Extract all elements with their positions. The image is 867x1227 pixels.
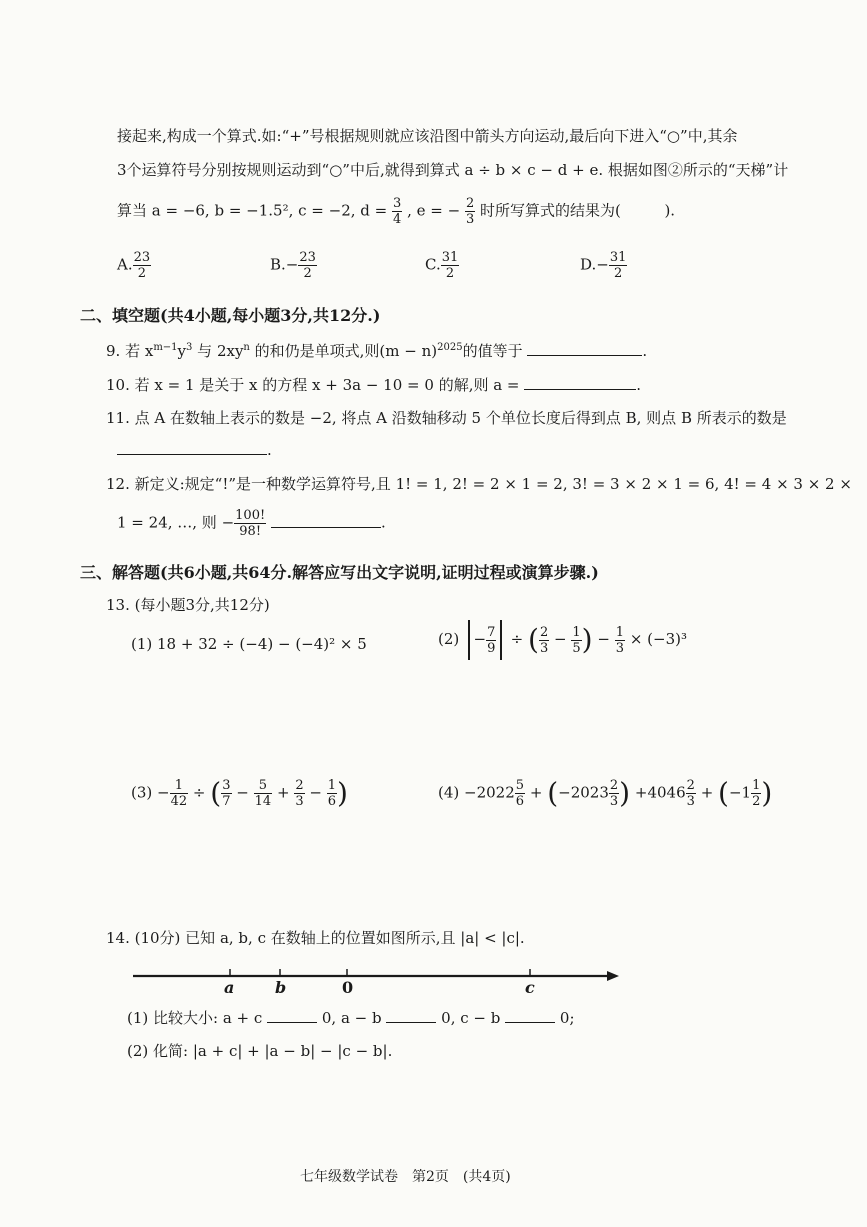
- answer-blank-12[interactable]: [271, 513, 381, 528]
- problem-13-4: (4) −2022 $\frac{5}{6}$ + (−2023 $\frac{2}{3}$ ) +4046 $\frac{2}{3}$ + (−1 $\frac{1}{2}$ ): [438, 776, 773, 810]
- number-line-label-a: a: [224, 978, 235, 997]
- number-line-label-b: b: [275, 978, 287, 997]
- problem-13-1: (1) 18 + 32 ÷ (−4) − (−4)² × 5: [131, 635, 367, 653]
- question-10: 10. 若 x = 1 是关于 x 的方程 x + 3a − 10 = 0 的解,则 a = .: [106, 376, 642, 394]
- question-13: 13. (每小题3分,共12分): [106, 596, 270, 614]
- fraction-e: $\frac{2}{3}$: [465, 196, 475, 227]
- question-11: 11. 点 A 在数轴上表示的数是 −2, 将点 A 沿数轴移动 5 个单位长度后得到点 B, 则点 B 所表示的数是: [106, 409, 787, 427]
- section-2-heading: 二、填空题(共4小题,每小题3分,共12分.): [80, 306, 381, 325]
- arrow-head-icon: [607, 971, 619, 981]
- choice-b[interactable]: B.− $\frac{23}{2}$: [270, 250, 316, 281]
- question-12-line1: 12. 新定义:规定“!”是一种数学运算符号,且 1! = 1, 2! = 2 × 1 = 2, 3! = 3 × 2 × 1 = 6, 4! = 4 × 3 × 2 ×: [106, 475, 852, 493]
- answer-blank-11[interactable]: [117, 440, 267, 455]
- intro-line-3-text-d: ).: [664, 201, 676, 220]
- question-14: 14. (10分) 已知 a, b, c 在数轴上的位置如图所示,且 |a| < |c|.: [106, 929, 525, 947]
- choice-a[interactable]: A. $\frac{23}{2}$: [117, 250, 151, 281]
- question-9: 9. 若 $x^{m-1}y^3$ 与 $2xy^n$ 的和仍是单项式,则$(m - n)^{2025}$的值等于 .: [106, 342, 648, 360]
- choice-d[interactable]: D.− $\frac{31}{2}$: [580, 250, 627, 281]
- problem-13-2: (2) − $\frac{7}{9}$ ÷ ( $\frac{2}{3}$ − $\frac{1}{5}$ ) − $\frac{1}{3}$ × (−3)³: [438, 620, 687, 660]
- intro-line-3-text-b: , e = −: [407, 201, 461, 220]
- fraction-d: $\frac{3}{4}$: [393, 196, 402, 227]
- compare-blank-2[interactable]: [386, 1008, 436, 1023]
- intro-line-1: 接起来,构成一个算式.如:“+”号根据规则就应该沿图中箭头方向运动,最后向下进入“○”中,其余: [117, 127, 738, 145]
- answer-blank-9[interactable]: [527, 341, 642, 356]
- compare-blank-3[interactable]: [505, 1008, 555, 1023]
- number-line-label-c: c: [525, 978, 535, 997]
- question-11-answer: .: [117, 440, 272, 460]
- question-12-line2: 1 = 24, …, 则 − $\frac{100!}{98!}$ .: [117, 508, 386, 539]
- page-footer: 七年级数学试卷 第2页 (共4页): [300, 1169, 511, 1185]
- answer-blank-10[interactable]: [524, 375, 636, 390]
- intro-line-3-text-c: 时所写算式的结果为(: [480, 201, 621, 220]
- section-3-heading: 三、解答题(共6小题,共64分.解答应写出文字说明,证明过程或演算步骤.): [80, 563, 599, 582]
- question-14-part-1: (1) 比较大小: a + c 0, a − b 0, c − b 0;: [127, 1009, 575, 1027]
- intro-line-3-text-a: 算当 a = −6, b = −1.5², c = −2, d =: [117, 201, 388, 220]
- number-line: [125, 960, 625, 1000]
- compare-blank-1[interactable]: [267, 1008, 317, 1023]
- intro-line-3: [117, 196, 675, 227]
- question-14-part-2: (2) 化简: |a + c| + |a − b| − |c − b|.: [127, 1042, 393, 1060]
- number-line-label-zero: 0: [342, 978, 354, 997]
- intro-line-2: 3个运算符号分别按规则运动到“○”中后,就得到算式 a ÷ b × c − d + e. 根据如图②所示的“天梯”计: [117, 161, 789, 179]
- problem-13-3: (3) − $\frac{1}{42}$ ÷ ( $\frac{3}{7}$ − $\frac{5}{14}$ + $\frac{2}{3}$ − $\frac{1}{6}$ ): [131, 776, 348, 810]
- choice-c[interactable]: C. $\frac{31}{2}$: [425, 250, 459, 281]
